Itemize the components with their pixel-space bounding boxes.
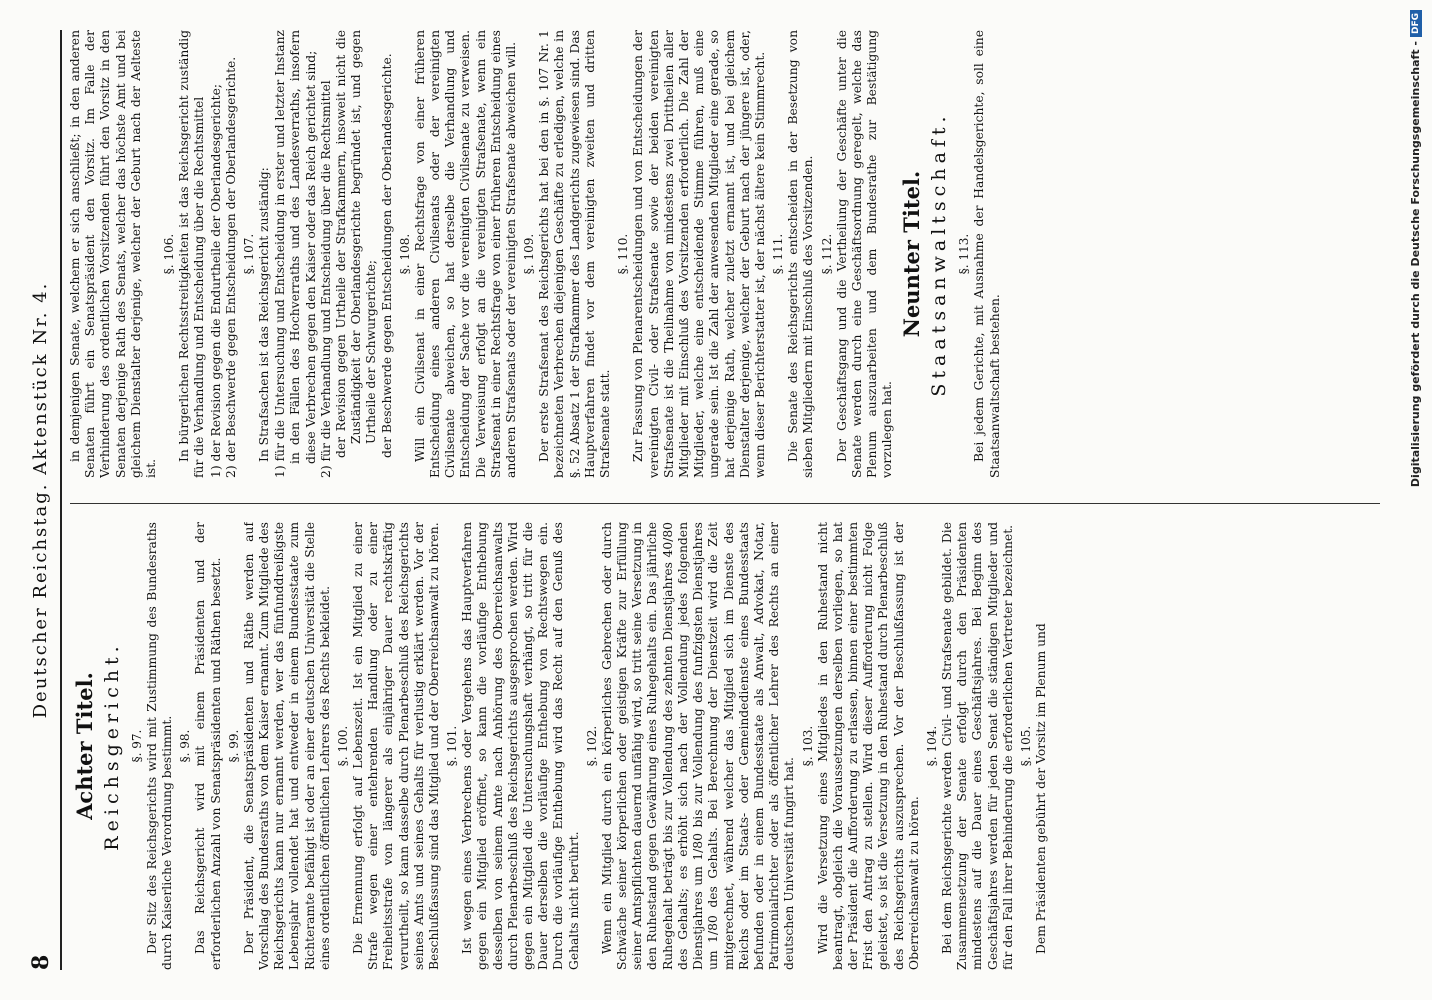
paragraph-text: Bei jedem Gerichte, mit Ausnahme der Handelsgerichte, soll eine Staatsanwaltschaft bestehen. [972, 30, 1002, 478]
paragraph-text: Die Ernennung erfolgt auf Lebenszeit. Ist ein Mitglied zu einer Strafe wegen einer entehrenden Handlung oder zu einer Freiheitsstrafe von längerer als einjähriger Dauer rechtskräftig verurtheilt, so kann dasselbe durch Plenarbeschluß des Reichsgerichts seines Amts und seines Gehalts für verlustig erklärt werden. Vor der Beschlußfassung sind das Mitglied und der Oberreichsanwalt zu hören. [351, 522, 442, 970]
paragraph-number: §. 106. [162, 233, 177, 275]
section-title: Neunter Titel. [899, 170, 925, 338]
paragraph-number: §. 109. [522, 233, 537, 275]
list-item: 1) der Revision gegen die Endurtheile der Oberlandesgerichte; [208, 83, 223, 478]
sub-list-item: der Revision gegen Urtheile der Strafkammern, insoweit nicht die Zuständigkeit der Oberlandesgerichte begründet ist, und gegen Urtheile der Schwurgerichte; [334, 30, 379, 458]
digitization-note [1398, 0, 1432, 1000]
paragraph-number: §. 97. [130, 729, 144, 763]
paragraph-text: Dem Präsidenten gebührt der Vorsitz im Plenum und [1033, 623, 1048, 954]
paragraph-text: In bürgerlichen Rechtsstreitigkeiten ist das Reichsgericht zuständig für die Verhandlung und Entscheidung über die Rechtsmittel [177, 30, 207, 478]
paragraph-number: §. 98. [178, 729, 193, 763]
paragraph-text: Der Sitz des Reichsgerichts wird mit Zustimmung des Bundesraths durch Kaiserliche Verordnung bestimmt. [145, 522, 175, 970]
digitization-note-text [1406, 0, 1432, 1000]
paragraph-number: §. 108. [397, 233, 412, 275]
paragraph-text: Das Reichsgericht wird mit einem Präsidenten und der erforderlichen Anzahl von Senatspräsidenten und Räthen besetzt. [193, 522, 223, 970]
paragraph-number: §. 111. [771, 233, 786, 275]
paragraph-text: Will ein Civilsenat in einer Rechtsfrage von einer früheren Entscheidung eines anderen Civilsenats oder der vereinigten Civilsenate abweichen, so hat derselbe die Verhandlung und Entscheidung der Sache vor die vereinigten Civilsenate zu verweisen. Die Verweisung erfolgt an die vereinigten Strafsenate, wenn ein Strafsenat in einer Rechtsfrage von einer früheren Entscheidung eines anderen Strafsenats oder der vereinigten Strafsenate abweichen will. [412, 30, 519, 478]
paragraph-text: in demjenigen Senate, welchem er sich anschließt; in den anderen Senaten führt ein Senatspräsident den Vorsitz. Im Falle der Verhinderung des ordentlichen Vorsitzenden führt den Vorsitz in den Senaten derjenige Rath des Senats, welcher das höchste Amt und bei gleichem Dienstalter derjenige, welcher der Geburt nach der Aelteste ist. [68, 30, 159, 478]
page-header [22, 30, 62, 970]
paragraph-number: §. 103. [800, 725, 815, 767]
page-number: 8 [28, 954, 54, 970]
paragraph-number: §. 112. [819, 233, 834, 275]
paragraph-number: §. 110. [616, 233, 631, 275]
left-column [68, 522, 1388, 970]
paragraph-number: §. 107. [242, 233, 257, 275]
paragraph-number: §. 100. [336, 725, 351, 767]
paragraph-text: In Strafsachen ist das Reichsgericht zuständig: [257, 167, 272, 462]
paragraph-text: Der Präsident, die Senatspräsidenten und Räthe werden auf Vorschlag des Bundesraths von dem Kaiser ernannt. Zum Mitgliede des Reichsgerichts kann nur ernannt werden, wer das fünfunddreißigste Lebensjahr vollendet hat und entweder in einem Bundesstaate zum Richteramte befähigt ist oder an einer deutschen Universität die Stelle eines ordentlichen öffentlichen Lehrers des Rechts bekleidet. [241, 522, 332, 970]
section-title: Achter Titel. [72, 672, 97, 820]
list-item: 2) der Beschwerde gegen Entscheidungen der Oberlandesgerichte. [223, 56, 238, 478]
list-item: 1) für die Untersuchung und Entscheidung in erster und letzter Instanz in den Fällen des Hochverraths und des Landesverraths, insofern diese Verbrechen gegen den Kaiser oder das Reich gerichtet sind; [273, 30, 318, 478]
section-subtitle: Reichsgericht. [101, 641, 123, 851]
running-title: Deutscher Reichstag. Aktenstück Nr. 4. [30, 281, 51, 719]
paragraph-number: §. 105. [1018, 725, 1033, 767]
paragraph-text: Bei dem Reichsgerichte werden Civil- und Strafsenate gebildet. Die Zusammensetzung der Senate erfolgt durch den Präsidenten mindestens auf die Dauer eines Geschäftsjahres. Bei Beginn des Geschäftsjahres werden für jeden Senat die ständigen Mitglieder und für den Fall ihrer Behinderung die erforderlichen Vertreter bezeichnet. [939, 522, 1015, 970]
section-subtitle: Staatsanwaltschaft. [928, 111, 951, 397]
paragraph-number: §. 102. [584, 725, 599, 767]
paragraph-number: §. 113. [957, 233, 972, 275]
digitization-credit: Digitalisierung gefördert durch die Deutsche Forschungsgemeinschaft - [1409, 41, 1422, 488]
list-item: 2) für die Verhandlung und Entscheidung über die Rechtsmittel [318, 80, 333, 478]
paragraph-text: Ist wegen eines Verbrechens oder Vergehens das Hauptverfahren gegen ein Mitglied eröffnet, so kann die vorläufige Enthebung desselben von seinem Amte nach Anhörung des Oberreichsanwalts durch Plenarbeschluß des Reichsgerichts ausgesprochen werden. Wird gegen ein Mitglied die Untersuchungshaft verhängt, so tritt für die Dauer derselben die vorläufige Enthebung von Rechtswegen ein. Durch die vorläufige Enthebung wird das Recht auf den Genuß des Gehalts nicht berührt. [460, 522, 581, 970]
paragraph-text: Die Senate des Reichsgerichts entscheiden in der Besetzung von sieben Mitgliedern mit Einschluß des Vorsitzenden. [786, 30, 816, 478]
paragraph-number: §. 99. [226, 729, 241, 763]
paragraph-text: Wenn ein Mitglied durch ein körperliches Gebrechen oder durch Schwäche seiner körperlichen oder geistigen Kräfte zur Erfüllung seiner Amtspflichten dauernd unfähig wird, so tritt seine Versetzung in den Ruhestand gegen Gewährung eines Ruhegehalts ein. Das jährliche Ruhegehalt beträgt bis zur Vollendung des zehnten Dienstjahres 40/80 des Gehalts; es erhöht sich nach der Vollendung jedes folgenden Dienstjahres um 1/80 bis zur Vollendung des funfzigsten Dienstjahres um 1/80 des Gehalts. Bei Berechnung der Dienstzeit wird die Zeit mitgerechnet, während welcher das Mitglied sich im Dienste des Reichs oder im Staats- oder Gemeindedienste eines Bundesstaats befunden oder in einem Bundesstaate als Anwalt, Advokat, Notar, Patrimonialrichter oder als öffentlicher Lehrer des Rechts an einer deutschen Universität fungirt hat. [599, 522, 797, 970]
paragraph-number: §. 104. [924, 725, 939, 767]
paragraph-text: Zur Fassung von Plenarentscheidungen und von Entscheidungen der vereinigten Civil- oder Strafsenate sowie der beiden vereinigten Strafsenate ist die Theilnahme von mindestens zwei Drittheilen aller Mitglieder mit Einschluß des Vorsitzenden erforderlich. Die Zahl der Mitglieder, welche eine entscheidende Stimme führen, muß eine ungerade sein. Ist die Zahl der anwesenden Mitglieder eine gerade, so hat derjenige Rath, welcher zuletzt ernannt ist, und bei gleichem Dienstalter derjenige, welcher der Geburt nach der jüngere ist, oder, wenn dieser Berichterstatter ist, der nächst ältere kein Stimmrecht. [631, 30, 767, 478]
right-column [68, 30, 1388, 478]
sub-list-item: der Beschwerde gegen Entscheidungen der Oberlandesgerichte. [379, 53, 394, 458]
dfg-logo: DFG [1410, 10, 1422, 37]
paragraph-text: Wird die Versetzung eines Mitgliedes in den Ruhestand nicht beantragt, obgleich die Voraussetzungen derselben vorliegen, so hat der Präsident die Aufforderung zu erlassen, binnen einer bestimmten Frist den Antrag zu stellen. Wird dieser Aufforderung nicht Folge geleistet, so ist die Versetzung in den Ruhestand durch Plenarbeschluß des Reichsgerichts auszusprechen. Vor der Beschlußfassung ist der Oberreichsanwalt zu hören. [815, 522, 921, 970]
left-sections [130, 522, 1049, 970]
column-divider [70, 503, 1380, 504]
paragraph-text: Der Geschäftsgang und die Vertheilung der Geschäfte unter die Senate werden durch eine Geschäftsordnung geregelt, welche das Plenum auszuarbeiten und dem Bundesrathe zur Bestätigung vorzulegen hat. [834, 30, 895, 478]
header-rule [60, 30, 62, 970]
paragraph-text: Der erste Strafsenat des Reichsgerichts hat bei den in §. 107 Nr. 1 bezeichneten Verbrechen diejenigen Geschäfte zu erledigen, welche in §. 52 Absatz 1 der Strafkammer des Landgerichts zugewiesen sind. Das Hauptverfahren findet vor dem vereinigten zweiten und dritten Strafsenate statt. [537, 30, 613, 478]
paragraph-number: §. 101. [445, 725, 460, 767]
